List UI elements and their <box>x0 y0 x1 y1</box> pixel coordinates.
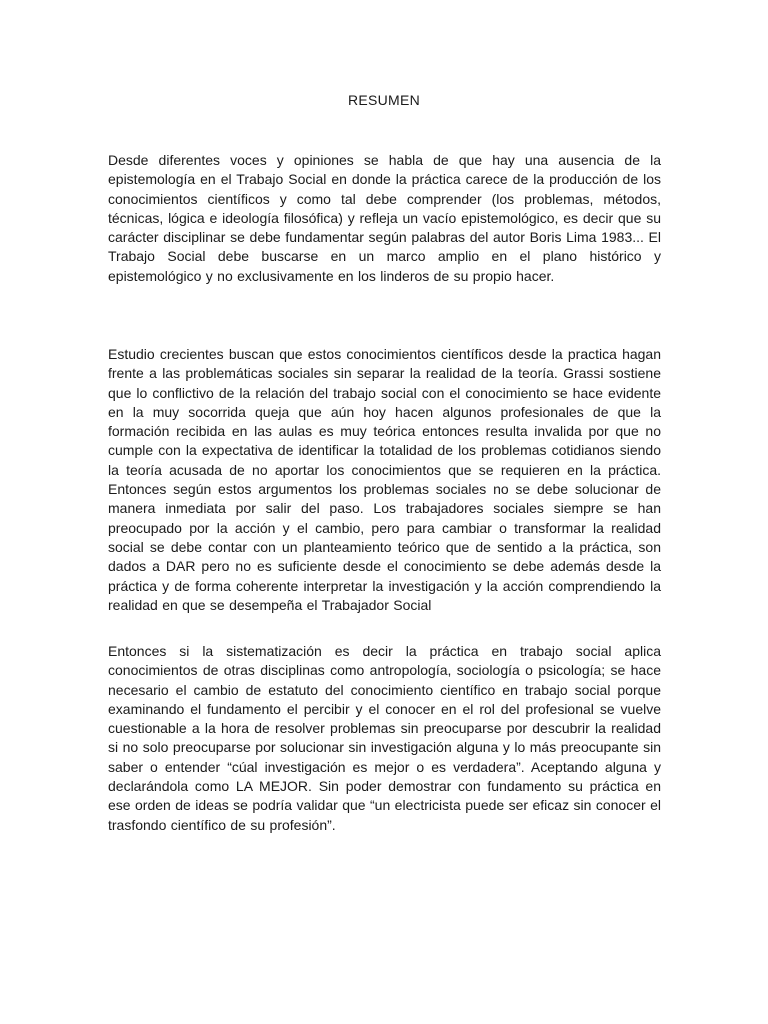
document-title <box>0 92 768 108</box>
title-text: RESUMEN <box>347 92 421 108</box>
paragraph-3: Entonces si la sistematización es decir la práctica en trabajo social aplica conocimientos de otras disciplinas como antropología, sociología o psicología; se hace necesario el cambio de estatuto del conocimiento científico en trabajo social porque examinando el fundamento el percibir y el conocer en el rol del profesional se vuelve cuestionable a la hora de resolver problemas sin preocuparse por descubrir la realidad si no solo preocuparse por solucionar sin investigación alguna y lo más preocupante sin saber o entender “cúal investigación es mejor o es verdadera”. Aceptando alguna y declarándola como LA MEJOR. Sin poder demostrar con fundamento su práctica en ese orden de ideas se podría validar que “un electricista puede ser eficaz sin conocer el trasfondo científico de su profesión”. <box>108 643 661 833</box>
paragraph-1: Desde diferentes voces y opiniones se habla de que hay una ausencia de la epistemología en el Trabajo Social en donde la práctica carece de la producción de los conocimientos científicos y como tal debe comprender (los problemas, métodos, técnicas, lógica e ideología filosófica) y refleja un vacío epistemológico, es decir que su carácter disciplinar se debe fundamentar según palabras del autor Boris Lima 1983... El Trabajo Social debe buscarse en un marco amplio en el plano histórico y epistemológico y no exclusivamente en los linderos de su propio hacer. <box>108 152 661 284</box>
paragraph-2: Estudio crecientes buscan que estos conocimientos científicos desde la practica hagan frente a las problemáticas sociales sin separar la realidad de la teoría. Grassi sostiene que lo conflictivo de la relación del trabajo social con el conocimiento se hace evidente en la muy socorrida queja que aún hoy hacen algunos profesionales de que la formación recibida en las aulas es muy teórica entonces resulta invalida por que no cumple con la expectativa de identificar la totalidad de los problemas cotidianos siendo la teoría acusada de no aportar los conocimientos que se requieren en la práctica. Entonces según estos argumentos los problemas sociales no se debe solucionar de manera inmediata por salir del paso. Los trabajadores sociales siempre se han preocupado por la acción y el cambio, pero para cambiar o transformar la realidad social se debe contar con un planteamiento teórico que de sentido a la práctica, son dados a DAR pero no es suficiente desde el conocimiento se debe además desde la práctica y de forma coherente interpretar la investigación y la acción comprendiendo la realidad en que se desempeña el Trabajador Social <box>108 346 661 613</box>
